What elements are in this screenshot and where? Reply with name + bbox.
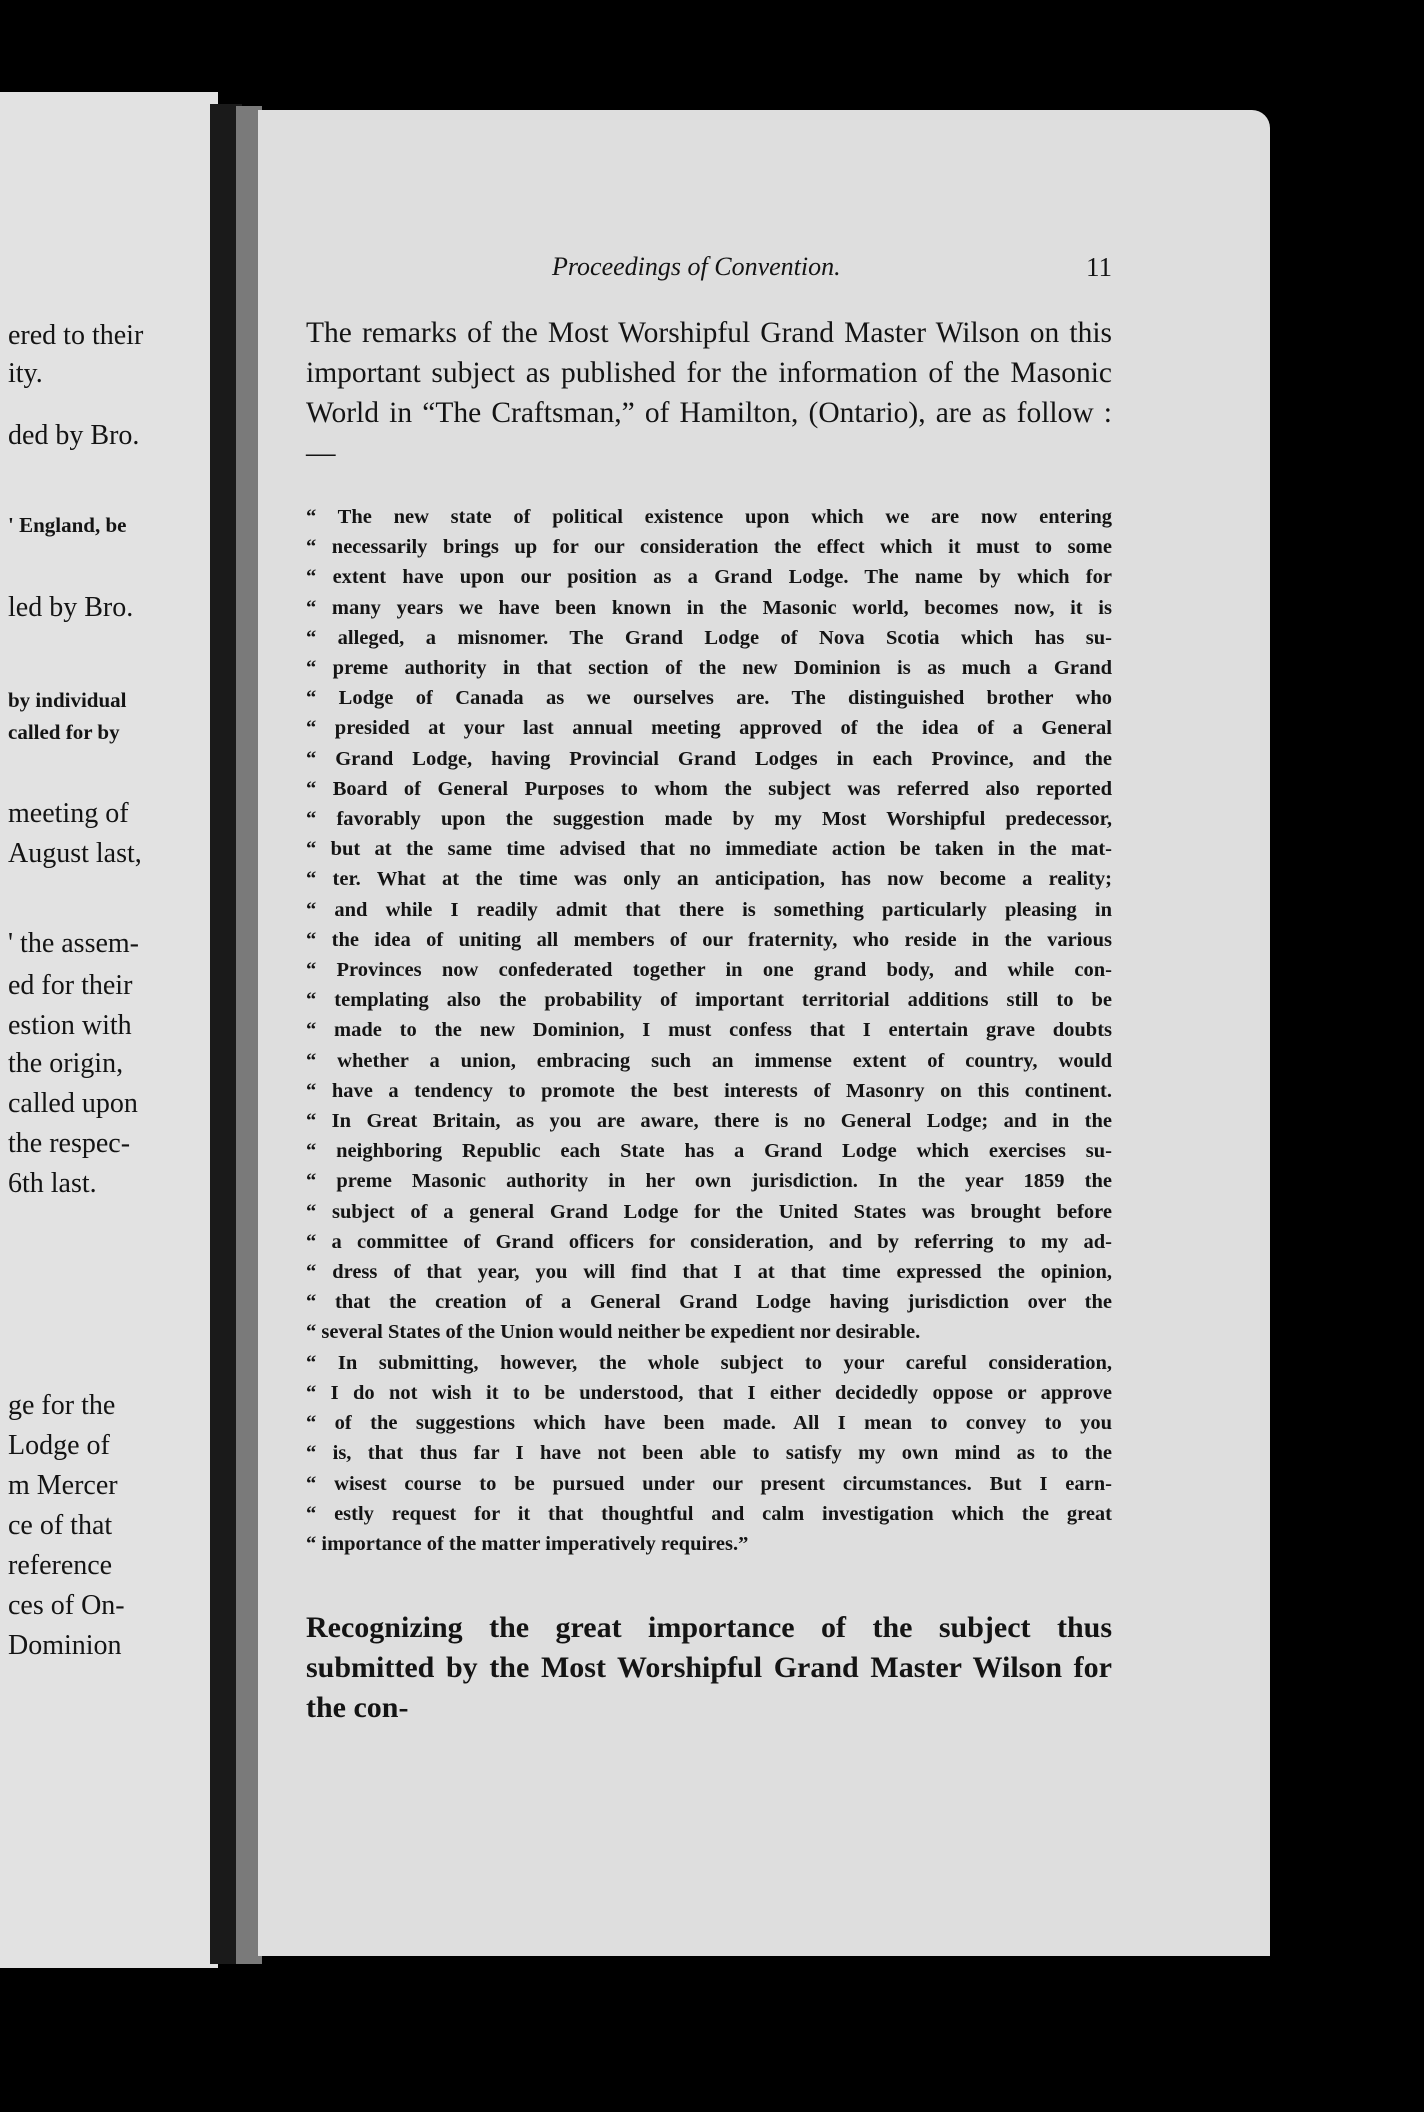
left-page-line: the origin,: [8, 1048, 124, 1079]
quote-line: “ whether a union, embracing such an immense extent of country, would: [306, 1049, 1112, 1072]
quote-line: “ favorably upon the suggestion made by my Most Worshipful predecessor,: [306, 808, 1112, 831]
quote-line: “ made to the new Dominion, I must confess that I entertain grave doubts: [306, 1019, 1112, 1042]
left-page-line: meeting of: [8, 798, 129, 829]
closing-paragraph: Recognizing the great importance of the subject thus submitted by the Most Worshipful Grand Master Wilson for the con-: [306, 1611, 1112, 1724]
quote-line: “ Provinces now confederated together in one grand body, and while con-: [306, 959, 1112, 982]
quote-line: “ Board of General Purposes to whom the subject was referred also reported: [306, 777, 1112, 800]
quote-line: “ extent have upon our position as a Grand Lodge. The name by which for: [306, 566, 1112, 589]
quote-line: “ dress of that year, you will find that I at that time expressed the opinion,: [306, 1261, 1112, 1284]
page-number: 11: [1086, 252, 1112, 282]
quote-line: “ a committee of Grand officers for consideration, and by referring to my ad-: [306, 1230, 1112, 1253]
quote-line: “ but at the same time advised that no immediate action be taken in the mat-: [306, 838, 1112, 861]
left-page-line: ce of that: [8, 1510, 113, 1541]
left-page-line: ge for the: [8, 1390, 116, 1421]
quote-line: “ the idea of uniting all members of our fraternity, who reside in the various: [306, 928, 1112, 951]
quote-line: “ several States of the Union would neither be expedient nor desirable.: [306, 1321, 921, 1344]
quote-line: “ The new state of political existence upon which we are now entering: [306, 506, 1112, 528]
quote-line: “ In Great Britain, as you are aware, there is no General Lodge; and in the: [306, 1110, 1112, 1133]
quoted-address: [306, 502, 1112, 1559]
page-header: [300, 252, 1112, 284]
quote-line: “ is, that thus far I have not been able to satisfy my own mind as to the: [306, 1442, 1112, 1465]
left-page-line: by individual: [8, 688, 127, 712]
running-head: Proceedings of Convention.: [552, 252, 841, 281]
left-page-line: led by Bro.: [8, 592, 134, 623]
left-page-line: ' the assem-: [8, 928, 140, 959]
left-page-line: Dominion: [8, 1630, 122, 1661]
left-page-line: called for by: [8, 720, 120, 744]
left-page-line: ded by Bro.: [8, 420, 140, 451]
quote-line: “ presided at your last annual meeting approved of the idea of a General: [306, 717, 1112, 740]
left-page-line: 6th last.: [8, 1168, 97, 1199]
quote-line: “ that the creation of a General Grand Lodge having jurisdiction over the: [306, 1291, 1112, 1314]
intro-paragraph: The remarks of the Most Worshipful Grand Master Wilson on this important subject as published for the information of the Masonic World in “The Craftsman,” of Hamilton, (Ontario), are as follow :—: [306, 317, 1112, 469]
left-page-line: m Mercer: [8, 1470, 118, 1501]
left-page-line: ity.: [8, 358, 43, 389]
left-page-fragment: [0, 92, 218, 1968]
quote-line: “ many years we have been known in the Masonic world, becomes now, it is: [306, 596, 1112, 619]
left-page-line: ' England, be: [8, 513, 127, 537]
quote-line: “ of the suggestions which have been made. All I mean to convey to you: [306, 1412, 1112, 1435]
quote-line: “ In submitting, however, the whole subject to your careful consideration,: [306, 1351, 1112, 1374]
quote-line: “ ter. What at the time was only an anticipation, has now become a reality;: [306, 868, 1112, 891]
quote-line: “ preme authority in that section of the new Dominion is as much a Grand: [306, 657, 1112, 680]
quote-line: “ preme Masonic authority in her own jurisdiction. In the year 1859 the: [306, 1170, 1112, 1193]
quote-line: “ importance of the matter imperatively requires.”: [306, 1532, 749, 1555]
left-page-line: reference: [8, 1550, 113, 1581]
quote-line: “ Lodge of Canada as we ourselves are. The distinguished brother who: [306, 687, 1112, 710]
quote-line: “ and while I readily admit that there is something particularly pleasing in: [306, 898, 1112, 921]
left-page-line: ces of On-: [8, 1590, 125, 1621]
quote-line: “ templating also the probability of important territorial additions still to be: [306, 989, 1112, 1012]
quote-line: “ I do not wish it to be understood, that I either decidedly oppose or approve: [306, 1381, 1112, 1404]
quote-line: “ have a tendency to promote the best interests of Masonry on this continent.: [306, 1079, 1112, 1102]
left-page-line: Lodge of: [8, 1430, 110, 1461]
left-page-line: ered to their: [8, 320, 144, 351]
quote-line: “ neighboring Republic each State has a Grand Lodge which exercises su-: [306, 1140, 1112, 1163]
left-page-line: called upon: [8, 1088, 138, 1119]
quote-line: “ alleged, a misnomer. The Grand Lodge of Nova Scotia which has su-: [306, 626, 1112, 649]
left-page-line: ed for their: [8, 970, 133, 1001]
quote-line: “ wisest course to be pursued under our present circumstances. But I earn-: [306, 1472, 1112, 1495]
left-page-line: estion with: [8, 1010, 132, 1041]
quote-line: “ Grand Lodge, having Provincial Grand Lodges in each Province, and the: [306, 747, 1112, 770]
left-page-line: August last,: [8, 838, 142, 869]
quote-line: “ necessarily brings up for our consideration the effect which it must to some: [306, 536, 1112, 559]
quote-line: “ subject of a general Grand Lodge for the United States was brought before: [306, 1200, 1112, 1223]
left-page-line: the respec-: [8, 1128, 131, 1159]
quote-line: “ estly request for it that thoughtful and calm investigation which the great: [306, 1502, 1112, 1525]
